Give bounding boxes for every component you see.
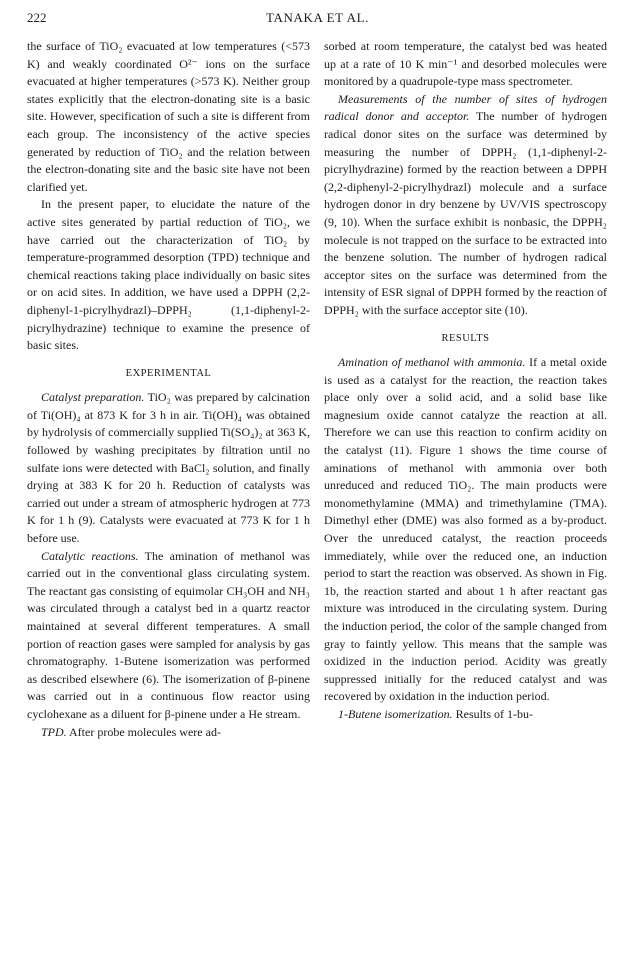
page-number: 222 (27, 10, 47, 25)
paragraph-text: The number of hydrogen radical donor sites on the surface was determined by measuring the number of DPPH₂ (1,1-diphenyl-2-picrylhydrazine) formed by the reaction between a DPPH (2,2-diphenyl-2-picrylhydrazl) molecule and a surface hydrogen donor in dry benzene by UV/VIS spectroscopy (9, 10). When the surface exhibit is nonbasic, the DPPH₂ molecule is not trapped on the surface to be extracted into the benzene solution. The number of hydrogen radical acceptor sites on the surface was determined from the intensity of ESR signal of DPPH formed by the reaction of DPPH₂ with the surface acceptor site (10). (324, 109, 607, 317)
section-heading-results: RESULTS (441, 332, 490, 344)
run-in-heading: Measurements of the number of sites of hydrogen radical donor and acceptor. (324, 91, 607, 124)
run-in-heading: Catalyst preparation. (41, 390, 145, 405)
paragraph (27, 389, 310, 547)
section-heading-experimental: EXPERIMENTAL (125, 367, 212, 379)
paragraph (27, 724, 310, 742)
paragraph-text: If a metal oxide is used as a catalyst for the reaction, the reaction takes place only over a solid acid, and a solid base like magnesium oxide cannot catalyze the reaction at all. Therefore we can use this reaction to confirm acidity on the catalyst (11). Figure 1 shows the time course of aminations of methanol with ammonia over both unreduced and reduced TiO₂. The main products were monomethylamine (MMA) and trimethylamine (TMA). Dimethyl ether (DME) was also formed as a by-product. Over the unreduced catalyst, the reaction proceeds immediately, while over the reduced one, an induction period to start the reaction was observed. As shown in Fig. 1b, the reaction started and about 1 h after reactant gas mixture was introduced in the circulating system. During the induction period, the color of the sample changed from gray to faintly yellow. This means that the sample was oxidized in the induction period. Acidity was greatly suppressed initially for the reduced catalyst and was recovered by oxidation in the induction period. (324, 355, 607, 704)
paragraph: the surface of TiO₂ evacuated at low temperatures (<573 K) and weakly coordinated O²⁻ ions on the surface evacuated at higher temperatures (>573 K). Neither group states explicitly that the electron-donating site is a basic site. However, specification of such a site is different from each group. The inconsistency of the active species generated by reduction of TiO₂ and the relation between the electron-donating site and the basic site have not been clarified yet. (27, 39, 310, 194)
right-column (324, 38, 607, 724)
paragraph (324, 91, 607, 320)
paragraph: sorbed at room temperature, the catalyst bed was heated up at a rate of 10 K min⁻¹ and desorbed molecules were monitored by a quadrupole-type mass spectrometer. (324, 39, 607, 89)
paragraph-text: TiO₂ was prepared by calcination of Ti(OH)₄ at 873 K for 3 h in air. Ti(OH)₄ was obtained by hydrolysis of commercially supplied Ti(SO₄)₂ at 363 K, followed by washing precipitates by filtration until no sulfate ions were detected with BaCl₂ solution, and finally drying at 383 K for 20 h. Reduction of catalysts was carried out under a stream of atmospheric hydrogen at 773 K for 1 h (9). Catalysts were evacuated at 773 K for 1 h before use. (27, 390, 310, 546)
run-in-heading: TPD. (41, 724, 67, 739)
paragraph: In the present paper, to elucidate the nature of the active sites generated by partial reduction of TiO₂, we have carried out the characterization of TiO₂ by temperature-programmed desorption (TPD) technique and chemical reactions taking place individually on basic sites or on acid sites. In addition, we have used a DPPH (2,2-diphenyl-1-picrylhydrazl)–DPPH₂ (1,1-diphenyl-2-picrylhydrazine) technique to examine the presence of basic sites. (27, 197, 310, 353)
paragraph-text: The amination of methanol was carried out in the conventional glass circulating system. The reactant gas consisting of equimolar CH₃OH and NH₃ was circulated through a catalyst bed in a quartz reactor maintained at several different temperatures. A small portion of reaction gases were sampled for analysis by gas chromatography. 1-Butene isomerization was performed as described elsewhere (6). The isomerization of β-pinene was carried out in a continuous flow reactor using cyclohexane as a diluent for β-pinene under a He stream. (27, 548, 310, 721)
paragraph-text: After probe molecules were ad- (69, 724, 221, 739)
left-column (27, 38, 310, 741)
running-head: TANAKA ET AL. (266, 10, 369, 25)
paragraph (324, 706, 607, 724)
paragraph (27, 548, 310, 724)
paragraph-text: Results of 1-bu- (455, 706, 533, 721)
run-in-heading: 1-Butene isomerization. (338, 706, 453, 721)
paragraph (324, 354, 607, 706)
run-in-heading: Amination of methanol with ammonia. (338, 355, 526, 370)
run-in-heading: Catalytic reactions. (41, 548, 139, 563)
